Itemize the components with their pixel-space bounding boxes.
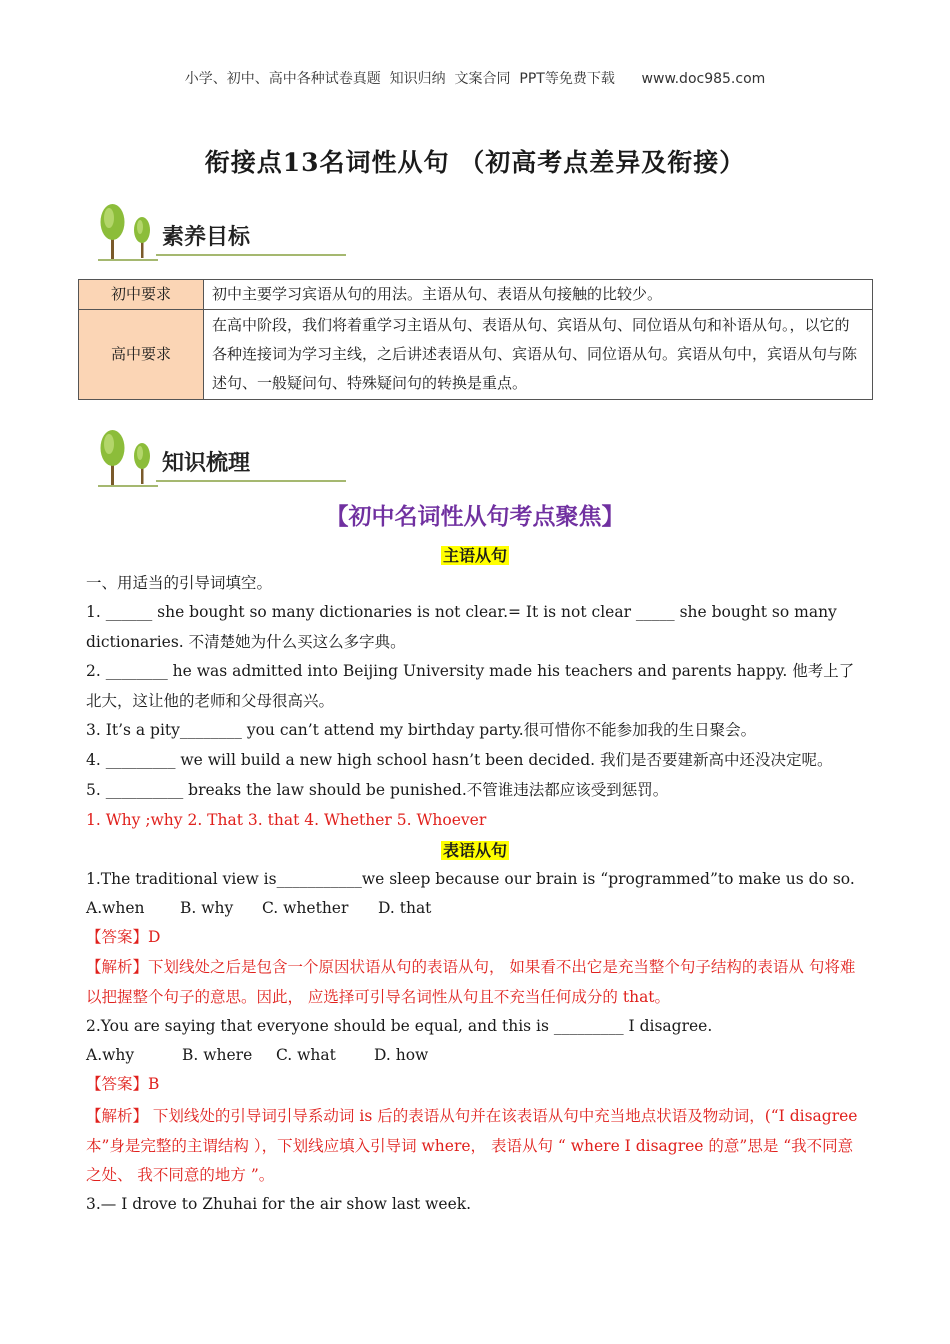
site-header[interactable]: 小学、初中、高中各种试卷真题 知识归纳 文案合同 PPT等免费下载 www.doc985.com <box>184 71 766 87</box>
option: C. what <box>276 1046 336 1064</box>
row-value: 在高中阶段，我们将着重学习主语从句、表语从句、宾语从句、同位语从句和补语从句。，以它的各种连接词为学习主线，之后讲述表语从句、宾语从句、同位语从句。宾语从句中，宾语从句与陈述句、一般疑问句、特殊疑问句的转换是重点。 <box>204 310 873 400</box>
predicative-clause-heading <box>0 838 950 861</box>
row-value: 初中主要学习宾语从句的用法。主语从句、表语从句接触的比较少。 <box>204 280 873 310</box>
answer: 【答案】B <box>86 1075 160 1093</box>
goals-badge-label: 素养目标 <box>162 225 251 250</box>
tree-icon <box>96 202 160 262</box>
knowledge-badge-label: 知识梳理 <box>162 451 251 476</box>
option: D. that <box>378 899 432 917</box>
table-row <box>79 310 873 400</box>
option: B. why <box>180 899 234 917</box>
answer: 【答案】D <box>86 928 161 946</box>
goals-badge <box>96 202 306 262</box>
row-key: 初中要求 <box>79 280 204 310</box>
question-1: 1.The traditional view is___________we sleep because our brain is “programmed”to make us do so. <box>86 870 855 888</box>
section-title: 【初中名词性从句考点聚焦】 <box>325 503 625 530</box>
goals-table <box>78 279 873 400</box>
option: D. how <box>374 1046 429 1064</box>
question-5: 5. __________ breaks the law should be punished.不管谁违法都应该受到惩罚。 <box>86 781 669 799</box>
badge-underline <box>156 480 346 482</box>
instruction: 一、用适当的引导词填空。 <box>86 574 273 592</box>
question-2: 2. ________ he was admitted into Beijing University made his teachers and parents happy. 他考上了北大，这让他的老师和父母很高兴。 <box>86 662 855 710</box>
row-key: 高中要求 <box>79 310 204 400</box>
document-title: 衔接点13名词性从句 （初高考点差异及衔接） <box>204 148 746 177</box>
question-3: 3.— I drove to Zhuhai for the air show last week. <box>86 1195 472 1213</box>
answers: 1. Why ;why 2. That 3. that 4. Whether 5. Whoever <box>86 811 487 829</box>
explanation: 【解析】下划线处之后是包含一个原因状语从句的表语从句， 如果看不出它是充当整个句子结构的表语从 句将难以把握整个句子的意思。因此， 应选择可引导名词性从句且不充当任何成分的 that。 <box>86 958 856 1006</box>
subject-clause-heading <box>0 543 950 566</box>
option: B. where <box>182 1046 253 1064</box>
question-4: 4. _________ we will build a new high school hasn’t been decided. 我们是否要建新高中还没决定呢。 <box>86 751 833 769</box>
question-1: 1. ______ she bought so many dictionaries is not clear.= It is not clear _____ she bought so many dictionaries. 不清楚她为什么买这么多字典。 <box>86 603 837 651</box>
option: A.when <box>86 899 145 917</box>
tree-icon <box>96 428 160 488</box>
question-3: 3. It’s a pity________ you can’t attend my birthday party.很可惜你不能参加我的生日聚会。 <box>86 721 757 739</box>
option: C. whether <box>262 899 349 917</box>
options <box>86 1041 866 1071</box>
knowledge-badge <box>96 428 306 488</box>
option: A.why <box>86 1046 135 1064</box>
highlight-text: 表语从句 <box>442 841 507 860</box>
explanation: 【解析】 下划线处的引导词引导系动词 is 后的表语从句并在该表语从句中充当地点状语及物动词，(“I disagree 本”身是完整的主谓结构 ），下划线应填入引导词 where， 表语从句 “ where I disagree 的意”思是 “我不同意之处、 我不同意的地方 ”。 <box>86 1107 858 1184</box>
options <box>86 894 866 924</box>
table-row <box>79 280 873 310</box>
highlight-text: 主语从句 <box>442 546 507 565</box>
badge-underline <box>156 254 346 256</box>
question-2: 2.You are saying that everyone should be equal, and this is _________ I disagree. <box>86 1017 713 1035</box>
